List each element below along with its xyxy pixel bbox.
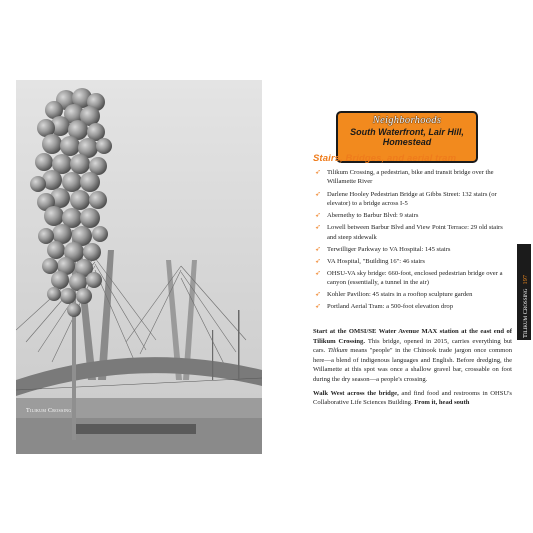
list-item: ➶ OHSU-VA sky bridge: 660-foot, enclosed pedestrian bridge over a canyon (essentially, a tunnel in the air): [315, 268, 503, 287]
list-item: ➶ Tilikum Crossing, a pedestrian, bike and transit bridge over the Willamette River: [315, 168, 494, 186]
list-item: ➶ Darlene Hooley Pedestrian Bridge at Gibbs Street: 132 stairs (or elevator) to a bridge across I-5: [315, 189, 497, 207]
paragraph-1: Start at the OMSI/SE Water Avenue MAX station at the east end of Tilikum Crossing. This bridge, opened in 2015, carries everything but cars. Tilikum means "people" in the Chinook trade jargon once common here—a blend of indigenous languages and English. Before dredging, the Willamette at this spot was once a shallow gravel bar, crossable on foot during the dry season—a people's crossing.: [313, 328, 512, 383]
footsteps-icon: ➶: [315, 168, 321, 176]
body-text: [313, 327, 512, 408]
callout-body: South Waterfront, Lair Hill, Homestead: [350, 127, 464, 147]
footsteps-icon: ➶: [315, 290, 321, 299]
footsteps-icon: ➶: [315, 223, 321, 232]
list-item: ➶ Kohler Pavilion: 45 stairs in a rooftop sculpture garden: [315, 290, 473, 299]
footsteps-icon: ➶: [315, 211, 321, 219]
list-item: ➶ Terwilliger Parkway to VA Hospital: 145 stairs: [315, 244, 451, 253]
section-title: Stairs, Bridges, and aerial tram: [313, 153, 457, 164]
footsteps-icon: ➶: [315, 244, 321, 253]
photo-tilikum: [16, 80, 262, 454]
list-item: ➶ VA Hospital, "Building 16": 46 stairs: [315, 256, 425, 265]
callout-title: Neighborhoods: [372, 115, 442, 126]
list-item: ➶ Abernethy to Barbur Blvd: 9 stairs: [315, 211, 419, 219]
photo-caption: Tilikum Crossing: [26, 408, 72, 414]
footsteps-icon: ➶: [315, 302, 321, 311]
chapter-side-tab: [517, 244, 531, 340]
footsteps-icon: ➶: [315, 268, 321, 277]
footsteps-icon: ➶: [315, 189, 321, 198]
list-item: ➶ Lowell between Barbur Blvd and View Point Terrace: 29 old stairs and steep sidewalk: [315, 223, 503, 241]
side-tab-label: Tilikum Crossing: [522, 288, 529, 338]
list-item: ➶ Portland Aerial Tram: a 500-foot elevation drop: [315, 302, 453, 311]
stairs-list: [313, 168, 511, 314]
side-tab-text: [519, 242, 533, 338]
page-number: 197: [522, 274, 529, 285]
footsteps-icon: ➶: [315, 256, 321, 265]
paragraph-2: Walk West across the bridge, and find food and restrooms in OHSU's Collaborative Life Sciences Building. From it, head south: [313, 389, 512, 407]
photo-illustration: [16, 80, 262, 454]
